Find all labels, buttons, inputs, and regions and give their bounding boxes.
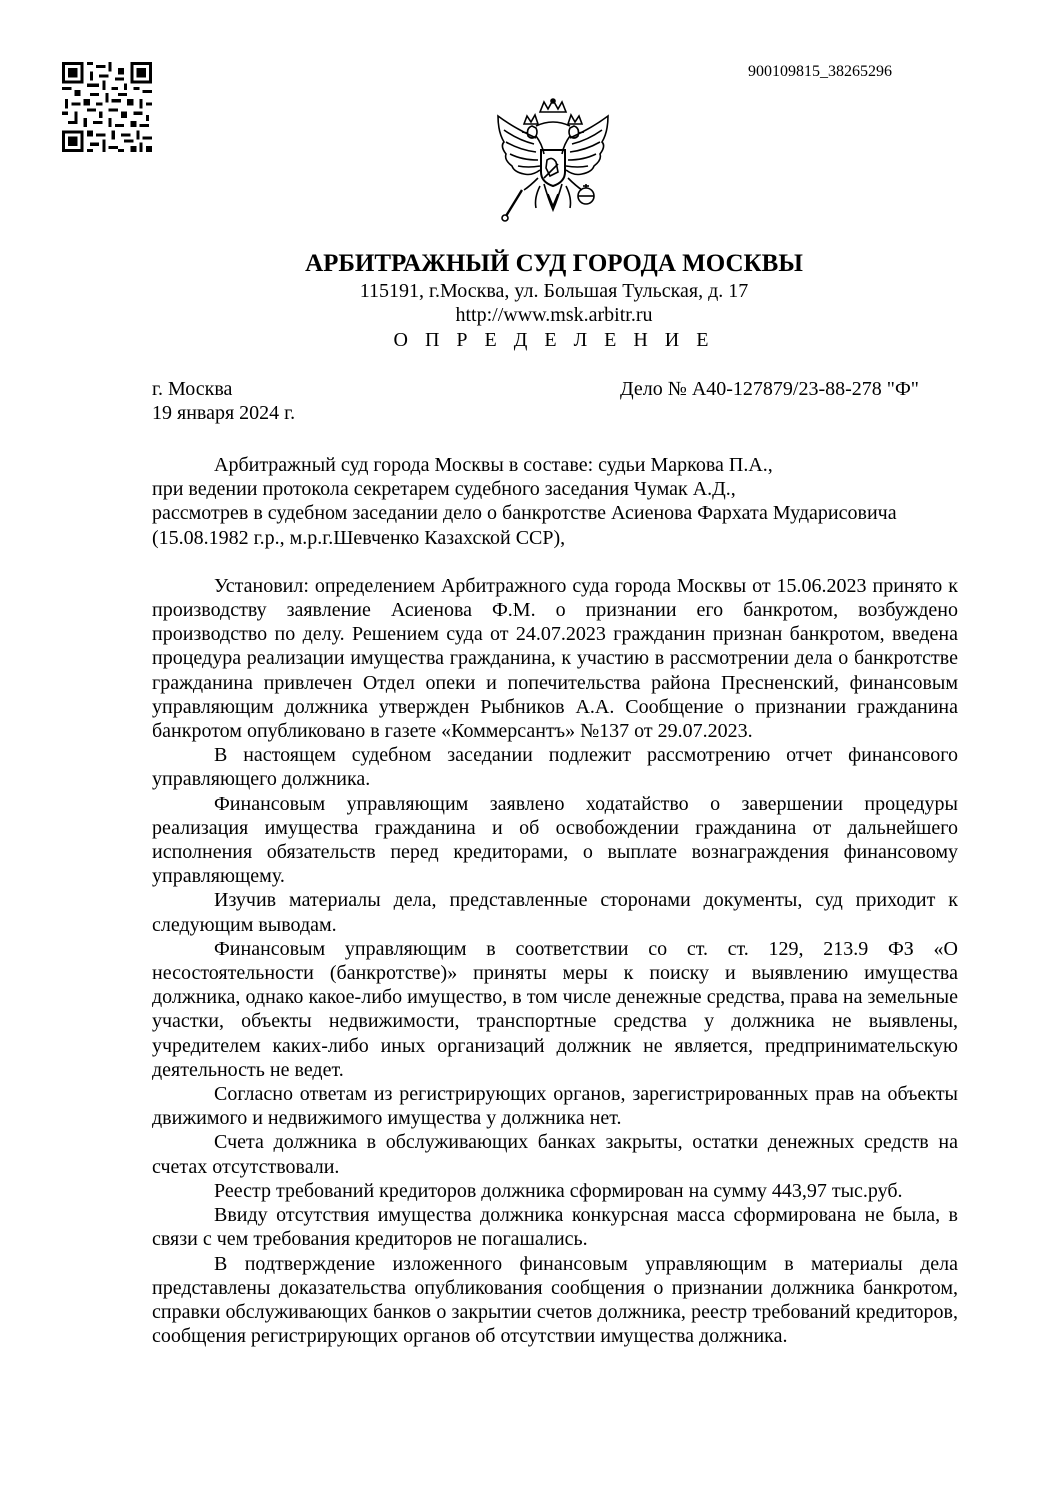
intro-line: при ведении протокола секретарем судебного заседания Чумак А.Д., [152, 478, 736, 501]
city: г. Москва [152, 378, 233, 400]
paragraph: В настоящем судебном заседании подлежит рассмотрению отчет финансового управляющего должника. [152, 744, 958, 791]
intro-line: Арбитражный суд города Москвы в составе: судьи Маркова П.А., [214, 454, 773, 476]
date: 19 января 2024 г. [152, 402, 296, 424]
court-name: АРБИТРАЖНЫЙ СУД ГОРОДА МОСКВЫ [305, 250, 803, 277]
document-id: 900109815_38265296 [748, 63, 892, 80]
paragraph: Ввиду отсутствия имущества должника конкурсная масса сформирована не была, в связи с чем требования кредиторов не погашались. [152, 1204, 958, 1251]
paragraph: Финансовым управляющим в соответствии со ст. ст. 129, 213.9 ФЗ «О несостоятельности (банкротстве)» приняты меры к поиску и выявлению имущества должника, однако какое-либо имущество, в том числе денежные средства, права на земельные участки, объекты недвижимости, транспортные средства у должника не выявлены, учредителем каких-либо иных организаций должник не является, предпринимательскую деятельность не ведет. [152, 937, 958, 1081]
document-type: О П Р Е Д Е Л Е Н И Е [393, 329, 715, 351]
qr-code-icon [62, 62, 152, 152]
paragraph: В подтверждение изложенного финансовым управляющим в материалы дела представлены доказательства опубликования сообщения о признании должника банкротом, справки обслуживающих банков о закрытии счетов должника, реестр требований кредиторов, сообщения регистрирующих органов об отсутствии имущества должника. [152, 1252, 958, 1348]
coat-of-arms-icon [492, 98, 614, 228]
paragraph: Реестр требований кредиторов должника сформирован на сумму 443,97 тыс.руб. [214, 1179, 903, 1202]
paragraph: Финансовым управляющим заявлено ходатайство о завершении процедуры реализация имущества гражданина и об освобождении гражданина от дальнейшего исполнения обязательств перед кредиторами, о выплате вознаграждения финансовому управляющему. [152, 792, 958, 888]
paragraph: Счета должника в обслуживающих банках закрыты, остатки денежных средств на счетах отсутствовали. [152, 1131, 958, 1178]
case-number: Дело № А40-127879/23-88-278 "Ф" [620, 378, 919, 400]
intro-line: рассмотрев в судебном заседании дело о банкротстве Асиенова Фархата Мударисовича [152, 502, 897, 525]
paragraph: Согласно ответам из регистрирующих органов, зарегистрированных прав на объекты движимого и недвижимого имущества у должника нет. [152, 1083, 958, 1130]
court-website: http://www.msk.arbitr.ru [455, 304, 653, 326]
intro-line: (15.08.1982 г.р., м.р.г.Шевченко Казахской ССР), [152, 526, 566, 549]
paragraph: Изучив материалы дела, представленные сторонами документы, суд приходит к следующим выводам. [152, 889, 958, 936]
document-body [152, 453, 958, 1348]
intro-block [152, 453, 958, 550]
court-address: 115191, г.Москва, ул. Большая Тульская, д. 17 [359, 280, 749, 302]
paragraph: Установил: определением Арбитражного суда города Москвы от 15.06.2023 принято к производству заявление Асиенова Ф.М. о признании его банкротом, возбуждено производство по делу. Решением суда от 24.07.2023 гражданин признан банкротом, введена процедура реализации имущества гражданина, к участию в рассмотрении дела о банкротстве гражданина привлечен Отдел опеки и попечительства района Пресненский, финансовым управляющим должника утвержден Рыбников А.А. Сообщение о признании гражданина банкротом опубликовано в газете «Коммерсантъ» №137 от 29.07.2023. [152, 574, 958, 743]
